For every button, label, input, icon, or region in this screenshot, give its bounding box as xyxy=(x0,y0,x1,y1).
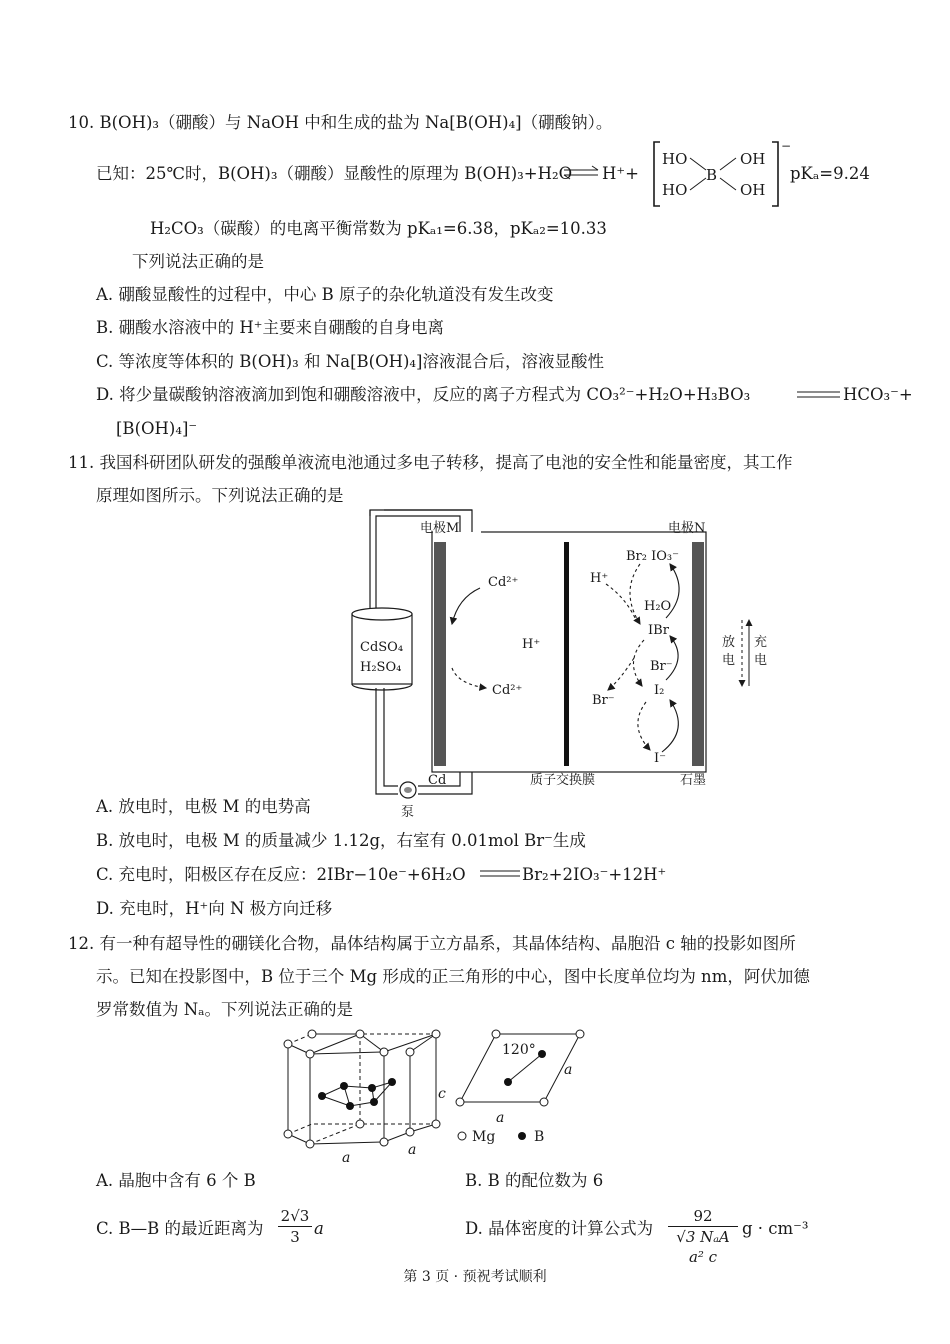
boron-atom: B xyxy=(706,166,718,184)
q11-option-d: D. 充电时，H⁺向 N 极方向迁移 xyxy=(96,899,333,918)
page-footer: 第 3 页 · 预祝考试顺利 xyxy=(403,1269,547,1285)
label-proj-a-1: a xyxy=(564,1062,573,1078)
q10-known-prefix: 已知：25℃时，B(OH)₃（硼酸）显酸性的原理为 B(OH)₃+H₂O xyxy=(96,164,573,183)
q10-option-b: B. 硼酸水溶液中的 H⁺主要来自硼酸的自身电离 xyxy=(96,318,444,337)
q10-option-d: D. 将少量碳酸钠溶液滴加到饱和硼酸溶液中，反应的离子方程式为 CO₃²⁻+H₂O+H₃BO₃ xyxy=(96,385,751,404)
label-c: c xyxy=(438,1086,446,1102)
q12-c-denominator: 3 xyxy=(290,1228,300,1246)
oh-bottom-right: OH xyxy=(740,181,766,199)
proton-membrane xyxy=(564,542,569,766)
label-a-2: a xyxy=(408,1142,417,1158)
q12-option-c-text: C. B—B 的最近距离为 xyxy=(96,1219,264,1238)
q10-carbonic: H₂CO₃（碳酸）的电离平衡常数为 pKₐ₁=6.38，pKₐ₂=10.33 xyxy=(150,219,607,238)
cd-ion-bottom: Cd²⁺ xyxy=(492,683,523,698)
q10-option-a: A. 硼酸显酸性的过程中，中心 B 原子的杂化轨道没有发生改变 xyxy=(96,285,554,304)
q11-option-a: A. 放电时，电极 M 的电势高 xyxy=(96,797,311,816)
label-proj-a-2: a xyxy=(496,1110,505,1126)
q11-stem-line2: 原理如图所示。下列说法正确的是 xyxy=(96,486,344,505)
legend-b-icon xyxy=(518,1132,526,1140)
q12-stem-line2: 示。已知在投影图中，B 位于三个 Mg 形成的正三角形的中心，图中长度单位均为 nm，阿伏加德 xyxy=(96,967,810,986)
q12-d-numerator: 92 xyxy=(668,1206,738,1227)
q12-c-numerator: 2√3 xyxy=(278,1206,312,1227)
charge-char-2: 电 xyxy=(754,653,768,668)
br-minus-2: Br⁻ xyxy=(592,693,615,708)
cd-ion-top: Cd²⁺ xyxy=(488,575,519,590)
ho-top-left: HO xyxy=(662,150,688,168)
battery-diagram xyxy=(340,508,800,826)
h-ion-right: H⁺ xyxy=(590,571,609,586)
discharge-char-1: 放 xyxy=(722,635,736,650)
q12-d-fraction xyxy=(668,1206,738,1267)
right-bracket xyxy=(772,142,778,206)
electrode-n-label: 电极N xyxy=(668,521,706,536)
label-a-1: a xyxy=(342,1150,351,1164)
q11-stem-line1: 11. 我国科研团队研发的强酸单液流电池通过多电子转移，提高了电池的安全性和能量密度，其工作 xyxy=(68,453,793,472)
ibr-label: IBr xyxy=(648,623,669,638)
bracket-charge: − xyxy=(781,139,792,153)
h2o-label: H₂O xyxy=(644,599,672,614)
br-minus-1: Br⁻ xyxy=(650,659,673,674)
q10-known-mid: H⁺+ xyxy=(602,164,639,183)
q10-option-d-right: HCO₃⁻+ xyxy=(843,385,913,404)
q11-option-c-right: Br₂+2IO₃⁻+12H⁺ xyxy=(522,865,667,884)
q10-pka-boric: pKₐ=9.24 xyxy=(790,164,870,183)
h-ion-center: H⁺ xyxy=(522,637,541,652)
q12-d-denominator: √3 NₐA a² c xyxy=(676,1228,730,1266)
pump-label: 泵 xyxy=(401,805,415,820)
electrode-m xyxy=(434,542,446,766)
electrode-n xyxy=(692,542,704,766)
legend-b: B xyxy=(534,1129,545,1145)
crystal-diagram xyxy=(280,1024,600,1164)
q12-c-fraction xyxy=(278,1206,312,1247)
i-minus-label: I⁻ xyxy=(654,751,666,766)
q12-stem-line3: 罗常数值为 Nₐ。下列说法正确的是 xyxy=(96,1000,354,1019)
cd-label: Cd xyxy=(428,773,447,788)
q10-option-c: C. 等浓度等体积的 B(OH)₃ 和 Na[B(OH)₄]溶液混合后，溶液显酸性 xyxy=(96,352,604,371)
q10-stem: 10. B(OH)₃（硼酸）与 NaOH 中和生成的盐为 Na[B(OH)₄]（硼酸钠）。 xyxy=(68,113,613,132)
q10-d-equals-icon xyxy=(797,392,840,397)
charge-char-1: 充 xyxy=(754,635,768,650)
electrode-m-label: 电极M xyxy=(420,521,460,536)
q11-option-c: C. 充电时，阳极区存在反应：2IBr−10e⁻+6H₂O xyxy=(96,865,466,884)
legend-mg-icon xyxy=(458,1132,466,1140)
oh-top-right: OH xyxy=(740,150,766,168)
q12-d-unit: g · cm⁻³ xyxy=(742,1219,809,1238)
q12-option-b: B. B 的配位数为 6 xyxy=(465,1171,604,1190)
label-120: 120° xyxy=(502,1042,536,1058)
br2-io3: Br₂ IO₃⁻ xyxy=(626,549,679,564)
q11-option-b: B. 放电时，电极 M 的质量减少 1.12g，右室有 0.01mol Br⁻生成 xyxy=(96,831,586,850)
ho-bottom-left: HO xyxy=(662,181,688,199)
discharge-char-2: 电 xyxy=(722,653,736,668)
q10-option-d-cont: [B(OH)₄]⁻ xyxy=(116,419,198,438)
q12-option-d-text: D. 晶体密度的计算公式为 xyxy=(465,1219,654,1238)
i2-label: I₂ xyxy=(654,683,665,698)
left-bracket xyxy=(654,142,660,206)
q11-c-equals-icon xyxy=(480,871,520,876)
graphite-label: 石墨 xyxy=(680,773,707,788)
legend-mg: Mg xyxy=(472,1129,496,1145)
membrane-label: 质子交换膜 xyxy=(530,773,596,788)
tank-label-1: CdSO₄ xyxy=(360,640,404,655)
q10-prompt: 下列说法正确的是 xyxy=(132,252,264,271)
deposit-arrow xyxy=(452,588,480,624)
q12-option-a: A. 晶胞中含有 6 个 B xyxy=(96,1171,256,1190)
tank-label-2: H₂SO₄ xyxy=(360,660,402,675)
q12-c-var: a xyxy=(314,1219,324,1238)
q12-stem-line1: 12. 有一种有超导性的硼镁化合物，晶体结构属于立方晶系，其晶体结构、晶胞沿 c 轴的投影如图所 xyxy=(68,934,796,953)
equilibrium-arrow-icon xyxy=(564,166,598,179)
dissolve-arrow xyxy=(452,668,486,688)
